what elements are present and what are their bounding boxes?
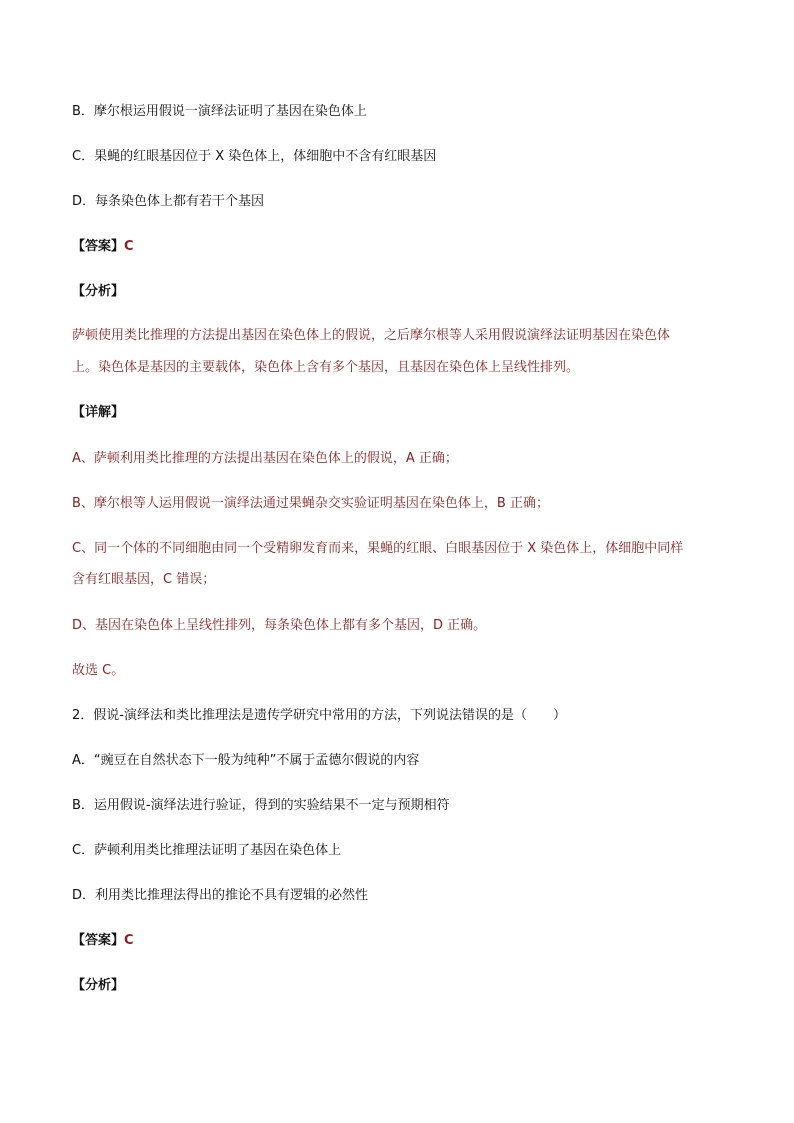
- q2-option-b: B．运用假说-演绎法进行验证，得到的实验结果不一定与预期相符: [72, 798, 450, 813]
- q2-answer-line: [72, 933, 134, 949]
- q1-conclusion: 故选 C。: [72, 663, 125, 678]
- q1-option-d: D．每条染色体上都有若干个基因: [72, 194, 265, 209]
- q1-detail-b: B、摩尔根等人运用假说一演绎法通过果蝇杂交实验证明基因在染色体上，B 正确；: [72, 496, 549, 511]
- q1-answer-line: [72, 239, 134, 255]
- q2-answer-tag: 【答案】: [72, 933, 125, 948]
- q1-answer-tag: 【答案】: [72, 239, 125, 254]
- q1-detail-tag: 【详解】: [72, 405, 125, 420]
- q2-option-d: D．利用类比推理法得出的推论不具有逻辑的必然性: [72, 888, 369, 903]
- q2-answer-value: C: [124, 933, 134, 948]
- q2-stem: 2．假说-演绎法和类比推理法是遗传学研究中常用的方法，下列说法错误的是（ ）: [72, 708, 566, 723]
- q1-option-c: C．果蝇的红眼基因位于 X 染色体上，体细胞中不含有红眼基因: [72, 149, 437, 164]
- q1-option-b: B．摩尔根运用假说一演绎法证明了基因在染色体上: [72, 104, 367, 119]
- q2-option-a: A．“豌豆在自然状态下一般为纯种”不属于孟德尔假说的内容: [72, 753, 420, 768]
- q1-detail-c-line-2: 含有红眼基因，C 错误；: [72, 572, 216, 587]
- q1-detail-c-line-1: C、同一个体的不同细胞由同一个受精卵发育而来，果蝇的红眼、白眼基因位于 X 染色体上，体细胞中同样: [72, 541, 684, 556]
- q1-answer-value: C: [124, 239, 134, 254]
- q1-analysis-tag: 【分析】: [72, 284, 125, 299]
- q1-analysis-line-2: 上。染色体是基因的主要载体，染色体上含有多个基因，且基因在染色体上呈线性排列。: [72, 360, 580, 375]
- q2-option-c: C．萨顿利用类比推理法证明了基因在染色体上: [72, 843, 342, 858]
- q1-detail-d: D、基因在染色体上呈线性排列，每条染色体上都有多个基因，D 正确。: [72, 618, 487, 633]
- q1-analysis-line-1: 萨顿使用类比推理的方法提出基因在染色体上的假说，之后摩尔根等人采用假说演绎法证明基因在染色体: [72, 328, 671, 343]
- q1-detail-a: A、萨顿利用类比推理的方法提出基因在染色体上的假说，A 正确；: [72, 451, 458, 466]
- q2-analysis-tag: 【分析】: [72, 978, 125, 993]
